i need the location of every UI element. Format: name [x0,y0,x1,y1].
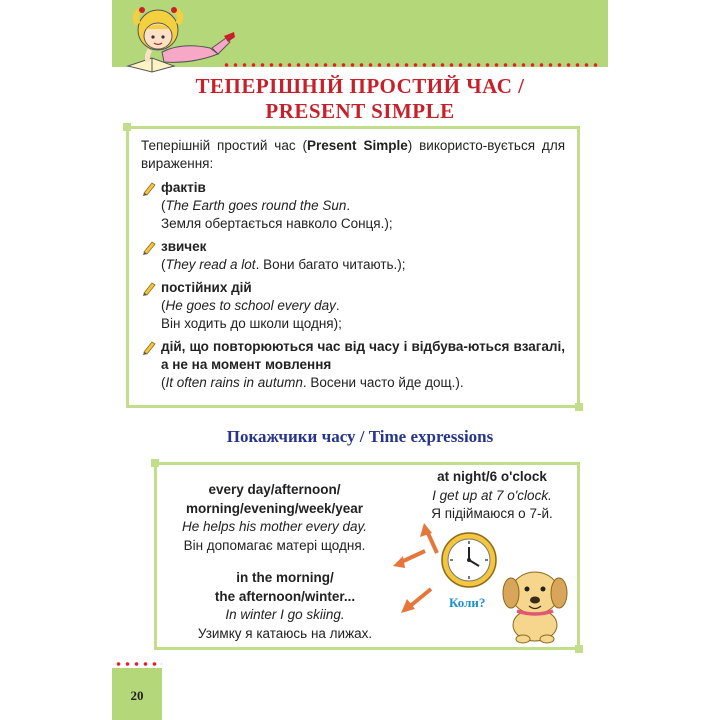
use-translation: Земля обертається навколо Сонця.); [161,216,393,231]
example-tail: . Восени часто йде дощ.). [302,375,464,390]
pencil-icon [141,280,157,296]
rule-box [126,126,580,408]
dog-illustration [491,559,577,645]
expression-example: In winter I go skiing. [225,607,345,622]
use-item-habits [141,238,565,274]
use-example: (They read a lot. Вони багато читають.); [161,257,406,272]
expression-example: I get up at 7 o'clock. [432,487,552,503]
time-expressions-box [154,462,580,650]
use-head: дій, що повторюються час від часу і відбува-ються взагалі, а не на момент мовлення [161,339,565,372]
use-head: фактів [161,180,206,195]
pencil-icon [141,339,157,355]
section-subtitle: Покажчики часу / Time expressions [226,427,494,446]
pencil-icon [141,180,157,196]
footer-dotted-line [114,661,162,667]
page-title [112,74,608,124]
use-example: (The Earth goes round the Sun. [161,198,351,213]
example-tail: . [346,198,351,213]
expression-line: every day/afternoon/ [208,482,341,497]
header-dotted-line [222,62,602,68]
title-line-1: ТЕПЕРІШНІЙ ПРОСТИЙ ЧАС / [195,74,525,98]
expression-line: morning/evening/week/year [185,500,364,516]
example-en: It often rains in autumn [165,375,303,390]
use-item-facts [141,179,565,233]
example-tail: . [335,298,340,313]
rule-text [141,137,565,397]
expression-translation: Він допомагає матері щодня. [183,537,366,553]
clock-icon [439,530,499,590]
use-example: (He goes to school every day. [161,298,340,313]
example-en: They read a lot [165,257,256,272]
example-en: The Earth goes round the Sun [165,198,347,213]
rule-intro [141,137,565,173]
intro-term: Present Simple [307,138,408,153]
title-line-2: PRESENT SIMPLE [265,99,455,123]
use-item-permanent-actions [141,279,565,333]
expression-line: at night/6 o'clock [437,469,547,484]
example-tail: . Вони багато читають.); [255,257,406,272]
intro-text-start: Теперішній простий час ( [141,138,308,153]
use-head: постійних дій [161,280,252,295]
example-en: He goes to school every day [165,298,336,313]
question-label: Коли? [449,595,486,610]
use-example: (It often rains in autumn. Восени часто йде дощ.). [161,375,464,390]
expression-line: the afternoon/winter... [214,588,356,604]
expression-translation: Я підіймаюся о 7-й. [431,506,553,521]
expression-block-at [417,468,567,524]
page-number: 20 [130,688,144,703]
expression-line: in the morning/ [236,570,334,585]
use-head: звичек [161,239,207,254]
expression-block-in [173,569,397,643]
expression-example: He helps his mother every day. [181,519,368,534]
intro-text-end: ) використо-вується для вираження: [141,138,566,171]
use-translation: Він ходить до школи щодня); [161,316,342,331]
textbook-page [112,0,608,720]
pencil-icon [141,239,157,255]
expression-block-every [162,481,387,555]
girl-reading-illustration [122,2,242,74]
use-item-repeated-actions [141,338,565,392]
expression-translation: Узимку я катаюсь на лижах. [197,625,373,641]
arrow-icon [397,585,437,615]
